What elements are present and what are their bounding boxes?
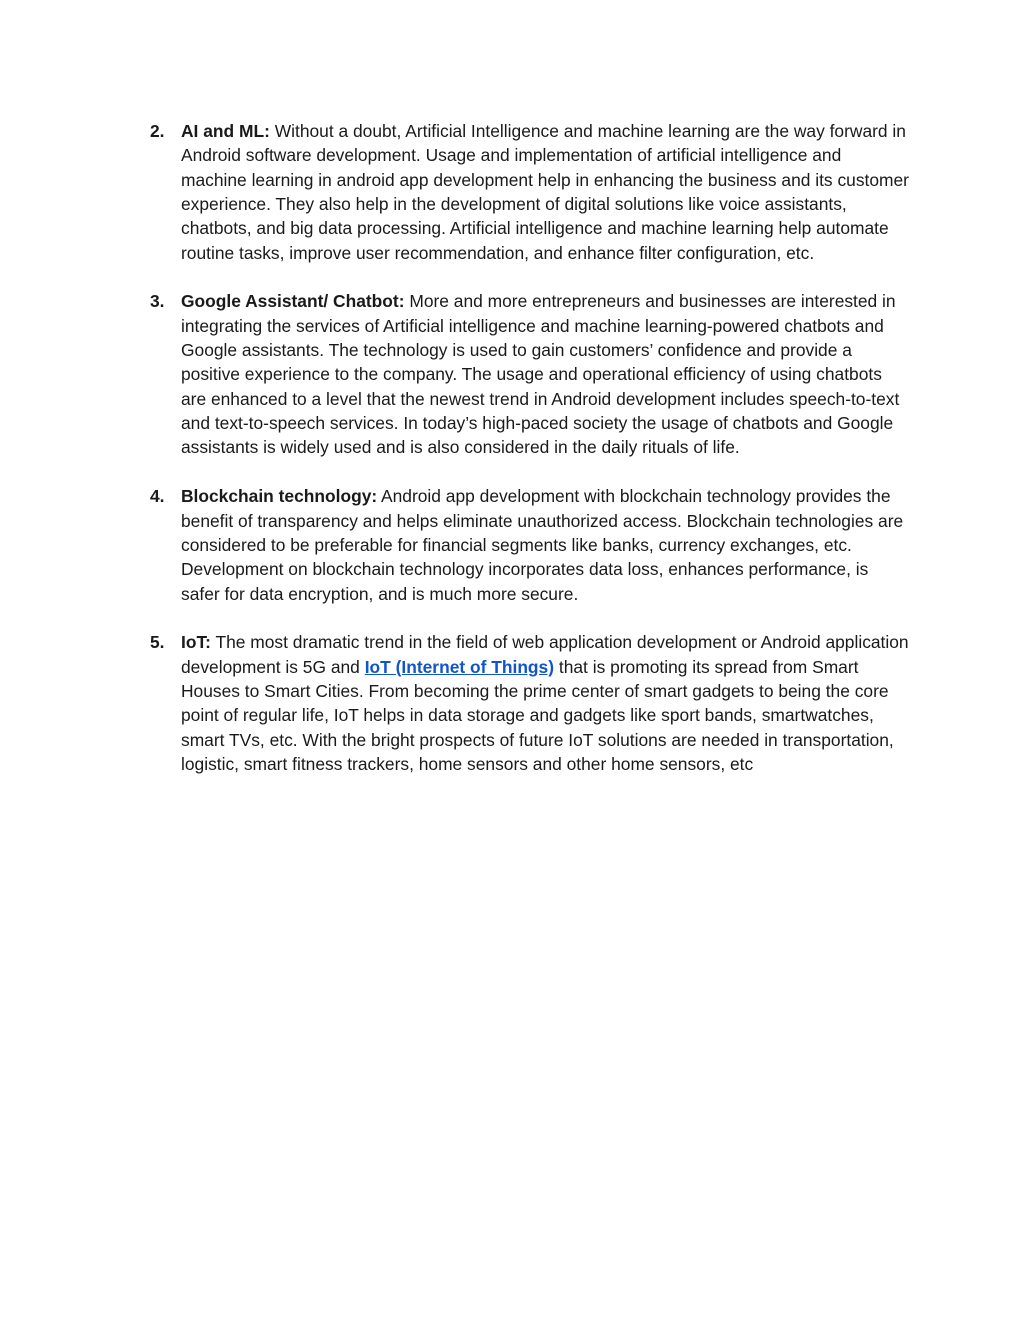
list-number: 5. [150, 632, 165, 653]
iot-link[interactable]: IoT (Internet of Things) [364, 656, 555, 677]
list-number: 2. [150, 121, 165, 141]
item-text: Android app development with blockchain technology provides the benefit of transparency and helps eliminate unauthorized access. Blockchain technologies are considered to be preferable for financial segments like banks, currency exchanges, etc. Development on blockchain technology incorporates data loss, enhances performance, is safer for data encryption, and is much more secure. [181, 486, 904, 604]
item-text-before-link: The most dramatic trend in the field of web application development or Android application development is 5G and [181, 632, 909, 677]
item-text: More and more entrepreneurs and businesses are interested in integrating the services of Artificial intelligence and machine learning-powered chatbots and Google assistants. The technology is used to gain customers’ confidence and provide a positive experience to the company. The usage and operational efficiency of using chatbots are enhanced to a level that the newest trend in Android development includes speech-to-text and text-to-speech services. In today’s high-paced society the usage of chatbots and Google assistants is widely used and is also considered in the daily rituals of life. [181, 291, 900, 458]
item-title: AI and ML: [181, 121, 270, 141]
item-title: Google Assistant/ Chatbot: [181, 291, 405, 312]
numbered-list [150, 119, 910, 801]
list-item-blockchain [150, 484, 910, 606]
item-text-after-link: that is promoting its spread from Smart Houses to Smart Cities. From becoming the prime center of smart gadgets to being the core point of regular life, IoT helps in data storage and gadgets like sport bands, smartwatches, smart TVs, etc. With the bright prospects of future IoT solutions are needed in transportation, logistic, smart fitness trackers, home sensors and other home sensors, etc [181, 656, 894, 774]
item-title: IoT: [181, 632, 211, 653]
list-item-google-assistant [150, 289, 910, 459]
item-title: Blockchain technology: [181, 486, 378, 507]
item-text: Without a doubt, Artificial Intelligence and machine learning are the way forward in Android software development. Usage and implementation of artificial intelligence and machine learning in android app development help in enhancing the business and its customer experience. They also help in the development of digital solutions like voice assistants, chatbots, and big data processing. Artificial intelligence and machine learning help automate routine tasks, improve user recommendation, and enhance filter configuration, etc. [181, 121, 909, 263]
list-item-ai-ml [150, 119, 910, 265]
list-number: 4. [150, 486, 165, 507]
list-item-iot [150, 630, 910, 776]
list-number: 3. [150, 291, 165, 312]
